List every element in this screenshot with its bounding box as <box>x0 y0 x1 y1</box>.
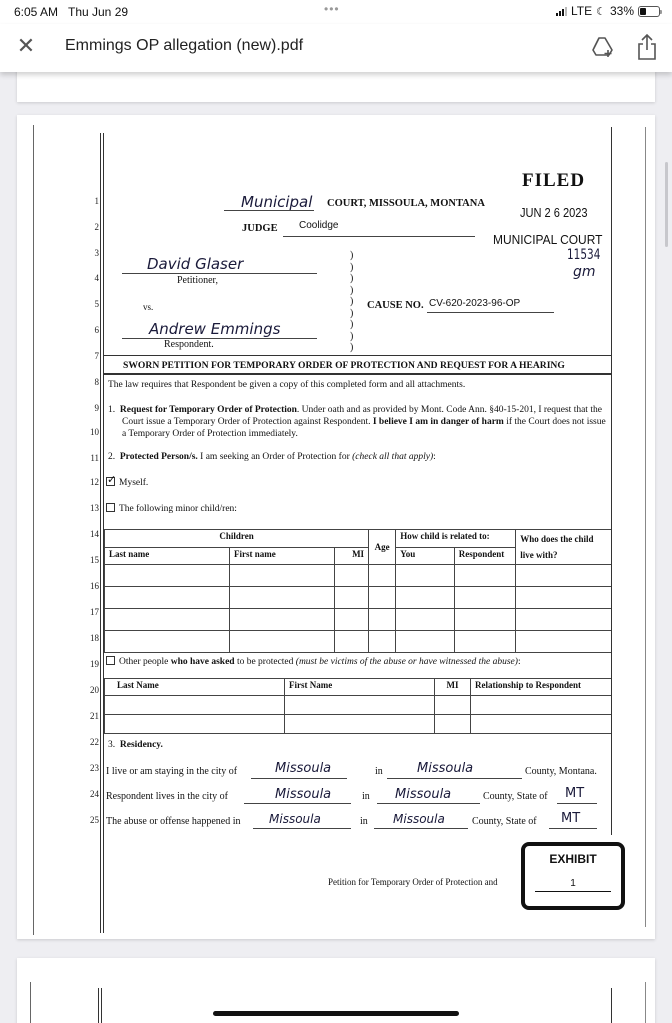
line-number: 14 <box>90 529 99 539</box>
law-notice: The law requires that Respondent be given a copy of this completed form and all attachments. <box>108 380 466 390</box>
others-label: Other people <box>119 657 171 667</box>
residency-3-label: The abuse or offense happened in <box>106 816 241 827</box>
court-location: COURT, MISSOULA, MONTANA <box>327 198 485 209</box>
children-table <box>104 529 612 653</box>
line-number: 10 <box>90 427 99 437</box>
judge-name: Coolidge <box>299 220 339 231</box>
related-group-header: How child is related to: <box>396 530 516 548</box>
section-1-request <box>108 404 611 440</box>
add-to-drive-icon[interactable] <box>590 34 616 60</box>
residency-2-in: in <box>362 791 370 802</box>
line-number: 8 <box>94 377 99 387</box>
child-row[interactable] <box>105 587 612 609</box>
section-1-danger-statement: I believe I am in danger of harm <box>372 417 504 427</box>
residency-1-label: I live or am staying in the city of <box>106 766 238 777</box>
residency-3-in: in <box>360 816 368 827</box>
children-label: The following minor child/ren: <box>119 504 237 514</box>
multitasking-dots[interactable]: ••• <box>324 2 340 16</box>
cause-label: CAUSE NO. <box>367 300 424 311</box>
line-number: 7 <box>94 351 99 361</box>
others-label-end: to be protected <box>234 657 296 667</box>
child-row[interactable] <box>105 609 612 631</box>
status-bar <box>0 0 672 24</box>
respondent-header: Respondent <box>454 547 515 565</box>
mi-header: MI <box>334 547 368 565</box>
first-name-header: First name <box>229 547 334 565</box>
signal-icon <box>556 6 567 16</box>
petitioner-name-handwritten: David Glaser <box>147 255 244 273</box>
line-number: 2 <box>94 222 99 232</box>
option-others[interactable] <box>106 656 521 667</box>
others-checkbox[interactable] <box>106 656 115 665</box>
battery-percent: 33% <box>609 4 634 18</box>
residency-2-city: Missoula <box>275 787 332 802</box>
share-icon[interactable] <box>636 33 658 61</box>
line-number: 17 <box>90 607 99 617</box>
section-1-heading: Request for Temporary Order of Protection <box>119 405 297 415</box>
residency-1-county: Missoula <box>417 761 474 776</box>
document-title: Emmings OP allegation (new).pdf <box>65 37 304 54</box>
exhibit-sticker <box>521 842 625 910</box>
close-button[interactable] <box>14 34 38 58</box>
line-number: 16 <box>90 581 99 591</box>
caption-bracket: ) <box>350 273 354 284</box>
scrollbar[interactable] <box>665 162 668 247</box>
line-number: 4 <box>94 273 99 283</box>
option-children[interactable] <box>106 503 237 514</box>
line-number: 9 <box>94 403 99 413</box>
line-number: 6 <box>94 325 99 335</box>
myself-checkbox[interactable] <box>106 477 115 486</box>
status-time: 6:05 AM <box>14 5 59 19</box>
exhibit-number: 1 <box>570 878 576 889</box>
last-name-header: Last name <box>105 547 230 565</box>
caption-bracket: ) <box>350 284 354 296</box>
caption-bracket: ) <box>350 330 354 342</box>
others-relationship-header: Relationship to Respondent <box>471 679 612 696</box>
page-footer: Petition for Temporary Order of Protection and <box>328 877 498 887</box>
line-number: 20 <box>90 685 99 695</box>
clerk-initials-handwritten: gm <box>573 264 596 280</box>
caption-bracket: ) <box>350 342 354 353</box>
other-person-row[interactable] <box>105 715 612 734</box>
child-row[interactable] <box>105 631 612 653</box>
section-2-text: I am seeking an Order of Protection for <box>197 452 353 462</box>
cause-number: CV-620-2023-96-OP <box>429 298 521 309</box>
others-label-bold: who have asked <box>170 657 235 667</box>
line-number: 18 <box>90 633 99 643</box>
residency-3-state: MT <box>561 811 581 826</box>
residency-1-end: County, Montana. <box>525 766 597 777</box>
others-mi-header: MI <box>435 679 471 696</box>
battery-fill <box>640 8 646 15</box>
status-indicators <box>556 4 660 18</box>
section-1-text: . Under oath and as provided by Mont. Code Ann. §40-15-201, I request that the Court issue a Temporary Order of Protection against Respondent. <box>122 405 602 427</box>
moon-icon: ☾ <box>596 5 606 18</box>
section-3-number: 3. <box>108 740 116 750</box>
filed-stamp: FILED <box>522 170 586 191</box>
line-number: 5 <box>94 299 99 309</box>
filed-number-handwritten: 11534 <box>567 247 601 263</box>
others-hint: (must be victims of the abuse or have witnessed the abuse) <box>295 657 518 667</box>
section-1-text-end: if the Court does not issue a Temporary Order of Protection immediately. <box>122 417 606 439</box>
residency-2-county: Missoula <box>395 787 452 802</box>
section-2-colon: : <box>433 452 436 462</box>
children-group-header: Children <box>105 530 369 548</box>
line-number: 19 <box>90 659 99 669</box>
others-first-name-header: First Name <box>285 679 435 696</box>
residency-2-label: Respondent lives in the city of <box>106 791 228 802</box>
line-number: 15 <box>90 555 99 565</box>
app-header <box>0 24 672 72</box>
other-person-row[interactable] <box>105 696 612 715</box>
section-2-hint: (check all that apply) <box>352 452 434 462</box>
line-number: 23 <box>90 763 99 773</box>
line-number: 3 <box>94 248 99 258</box>
others-colon: : <box>517 657 521 667</box>
line-number: 22 <box>90 737 99 747</box>
section-3-heading <box>108 740 163 750</box>
caption-bracket: ) <box>350 307 354 319</box>
caption-bracket: ) <box>350 319 354 330</box>
children-checkbox[interactable] <box>106 503 115 512</box>
you-header: You <box>396 547 454 565</box>
line-number: 21 <box>90 711 99 721</box>
petition-title: SWORN PETITION FOR TEMPORARY ORDER OF PROTECTION AND REQUEST FOR A HEARING <box>123 360 565 371</box>
line-number: 12 <box>90 477 99 487</box>
status-date: Thu Jun 29 <box>68 5 129 19</box>
battery-icon <box>638 6 660 17</box>
residency-2-end: County, State of <box>483 791 548 802</box>
others-last-name-header: Last Name <box>105 679 285 696</box>
child-row[interactable] <box>105 565 612 587</box>
versus-label: vs. <box>143 302 154 312</box>
network-type: LTE <box>570 4 593 18</box>
others-table <box>104 678 612 734</box>
option-myself[interactable] <box>106 477 148 488</box>
respondent-name-handwritten: Andrew Emmings <box>149 320 281 338</box>
line-number: 13 <box>90 503 99 513</box>
section-1-number: 1. <box>108 405 116 415</box>
line-number: 1 <box>94 196 99 206</box>
section-2-heading: Protected Person/s. <box>119 452 198 462</box>
line-number: 25 <box>90 815 99 825</box>
residency-3-county: Missoula <box>393 812 445 826</box>
line-number: 24 <box>90 789 99 799</box>
filed-date: JUN 2 6 2023 <box>520 205 588 220</box>
section-2-protected-persons <box>108 452 436 462</box>
myself-label: Myself. <box>119 478 149 488</box>
section-2-number: 2. <box>108 452 116 462</box>
who-lives-header: Who does the child live with? <box>516 530 612 565</box>
caption-bracket: ) <box>350 250 354 261</box>
court-name-handwritten: Municipal <box>241 193 313 211</box>
line-number: 11 <box>90 453 99 463</box>
filed-court: MUNICIPAL COURT <box>493 232 603 247</box>
close-icon: ✕ <box>16 33 36 58</box>
age-header: Age <box>369 530 396 565</box>
home-indicator[interactable] <box>213 1011 459 1016</box>
petitioner-label: Petitioner, <box>177 275 218 286</box>
residency-2-state: MT <box>565 786 585 801</box>
caption-bracket: ) <box>350 296 354 307</box>
residency-1-city: Missoula <box>275 761 332 776</box>
section-3-title: Residency. <box>119 740 163 750</box>
respondent-label: Respondent. <box>164 339 214 350</box>
judge-label: JUDGE <box>242 223 278 234</box>
pdf-page <box>17 115 655 939</box>
residency-3-end: County, State of <box>472 816 537 827</box>
residency-3-city: Missoula <box>269 812 321 826</box>
exhibit-label: EXHIBIT <box>549 852 597 866</box>
caption-bracket: ) <box>350 261 354 273</box>
residency-1-in: in <box>375 766 383 777</box>
document-body <box>17 115 655 939</box>
